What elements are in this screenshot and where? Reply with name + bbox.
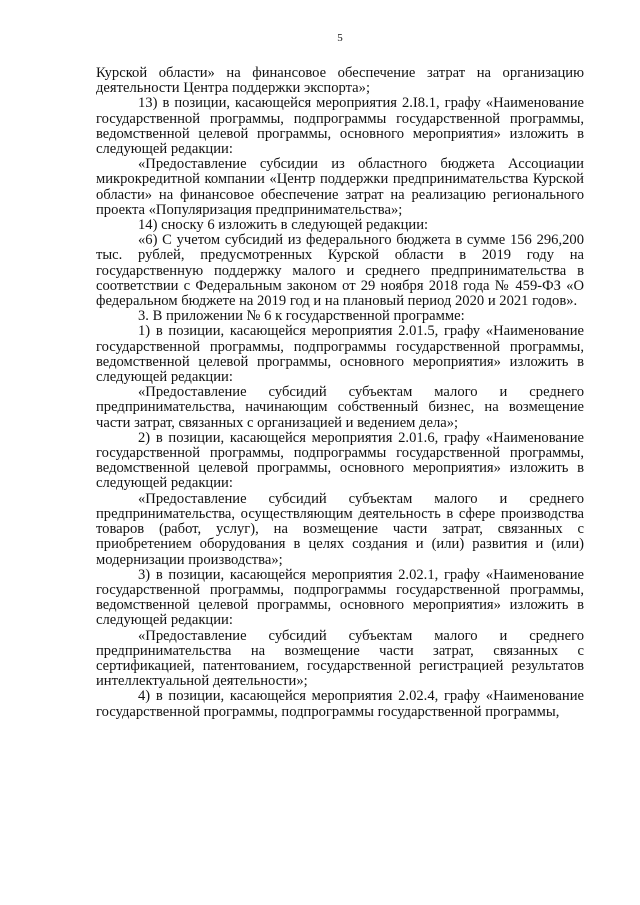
paragraph: 3) в позиции, касающейся мероприятия 2.02.1, графу «Наименование государственной программы, подпрограммы государственной программы, ведомственной целевой программы, основного мероприятия» изложить в следующей редакции: [96, 566, 584, 629]
paragraph: «Предоставление субсидий субъектам малого и среднего предпринимательства, начинающим собственный бизнес, на возмещение части затрат, связанных с организацией и ведением дела»; [96, 384, 584, 431]
paragraph: 2) в позиции, касающейся мероприятия 2.01.6, графу «Наименование государственной программы, подпрограммы государственной программы, ведомственной целевой программы, основного мероприятия» изложить в следующей редакции: [96, 429, 584, 492]
paragraph: 14) сноску 6 изложить в следующей редакции: [138, 217, 429, 234]
paragraph: 13) в позиции, касающейся мероприятия 2.I8.1, графу «Наименование государственной программы, подпрограммы государственной программы, ведомственной целевой программы, основного мероприятия» изложить в следующей редакции: [96, 95, 584, 158]
paragraph: «Предоставление субсидий субъектам малого и среднего предпринимательства на возмещение части затрат, связанных с сертификацией, патентованием, государственной регистрацией результатов интеллектуальной деятельности»; [96, 627, 584, 690]
paragraph: «Предоставление субсидии из областного бюджета Ассоциации микрокредитной компании «Центр поддержки предпринимательства Курской области» на финансовое обеспечение затрат на реализацию регионального проекта «Популяризация предпринимательства»; [96, 156, 584, 218]
page-number: 5 [337, 32, 343, 44]
paragraph: Курской области» на финансовое обеспечение затрат на организацию деятельности Центра поддержки экспорта»; [96, 65, 584, 97]
paragraph: 4) в позиции, касающейся мероприятия 2.02.4, графу «Наименование государственной программы, подпрограммы государственной программы, [96, 688, 584, 720]
paragraph: 3. В приложении № 6 к государственной программе: [138, 308, 465, 325]
paragraph: «Предоставление субсидий субъектам малого и среднего предпринимательства, осуществляющим деятельность в сфере производства товаров (работ, услуг), на возмещение части затрат, связанных с приобретением оборудования в целях создания и (или) развития и (или) модернизации производства»; [96, 490, 584, 568]
paragraph: «6) С учетом субсидий из федерального бюджета в сумме 156 296,200 тыс. рублей, предусмотренных Курской области в 2019 году на государственную поддержку малого и среднего предпринимательства в соответствии с Федеральным законом от 29 ноября 2018 года № 459-ФЗ «О федеральном бюджете на 2019 год и на плановый период 2020 и 2021 годов». [96, 232, 584, 310]
document-body [96, 66, 584, 720]
paragraph: 1) в позиции, касающейся мероприятия 2.01.5, графу «Наименование государственной программы, подпрограммы государственной программы, ведомственной целевой программы, основного мероприятия» изложить в следующей редакции: [96, 323, 584, 386]
